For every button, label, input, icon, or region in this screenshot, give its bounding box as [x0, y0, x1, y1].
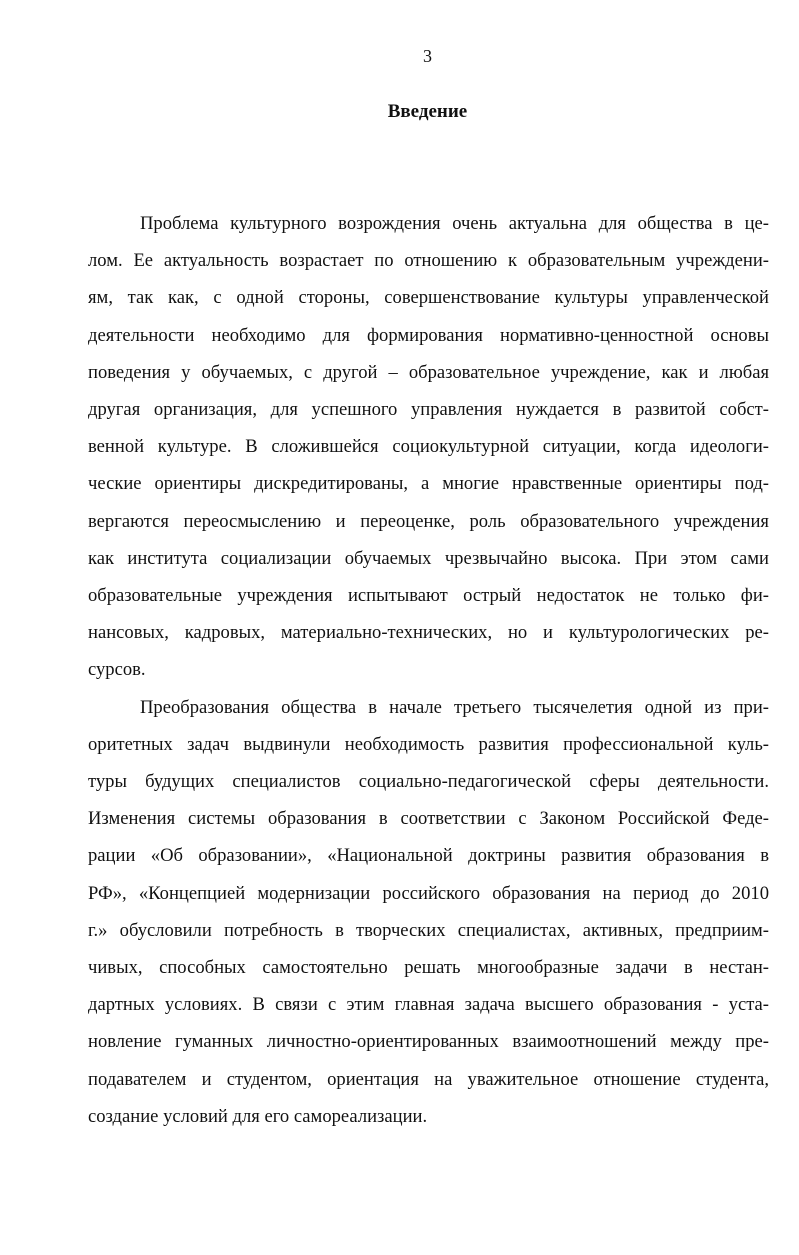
text-line: РФ», «Концепцией модернизации российского образования на период до 2010	[88, 882, 769, 904]
text-line: венной культуре. В сложившейся социокультурной ситуации, когда идеологи-	[88, 436, 769, 458]
body-text	[88, 205, 769, 1135]
text-line: Изменения системы образования в соответствии с Законом Российской Феде-	[88, 808, 769, 830]
text-line: как института социализации обучаемых чрезвычайно высока. При этом сами	[88, 547, 769, 569]
paragraph-2	[88, 689, 769, 1135]
text-line: лом. Ее актуальность возрастает по отношению к образовательным учреждени-	[88, 250, 769, 272]
text-line: дартных условиях. В связи с этим главная задача высшего образования - уста-	[88, 994, 769, 1016]
page-title: Введение	[387, 101, 468, 122]
text-line: новление гуманных личностно-ориентированных взаимоотношений между пре-	[88, 1031, 769, 1053]
text-line: Преобразования общества в начале третьего тысячелетия одной из при-	[140, 696, 769, 718]
text-line: рации «Об образовании», «Национальной доктрины развития образования в	[88, 845, 769, 867]
paragraph-1	[88, 205, 769, 689]
text-line: образовательные учреждения испытывают острый недостаток не только фи-	[88, 585, 769, 607]
text-line: поведения у обучаемых, с другой – образовательное учреждение, как и любая	[88, 361, 769, 383]
text-line: подавателем и студентом, ориентация на уважительное отношение студента,	[88, 1068, 769, 1090]
text-line: создание условий для его самореализации.	[88, 1105, 428, 1127]
text-line: г.» обусловили потребность в творческих специалистах, активных, предприим-	[88, 919, 769, 941]
text-line: Проблема культурного возрождения очень актуальна для общества в це-	[140, 213, 769, 234]
page-number: 3	[423, 46, 432, 66]
text-line: вергаются переосмыслению и переоценке, роль образовательного учреждения	[88, 510, 769, 532]
text-line: другая организация, для успешного управления нуждается в развитой собст-	[88, 399, 769, 421]
text-line: ям, так как, с одной стороны, совершенствование культуры управленческой	[88, 287, 769, 309]
text-line: сурсов.	[88, 659, 146, 681]
text-line: ческие ориентиры дискредитированы, а многие нравственные ориентиры под-	[88, 473, 769, 495]
text-line: чивых, способных самостоятельно решать многообразные задачи в нестан-	[88, 957, 769, 979]
text-line: деятельности необходимо для формирования нормативно-ценностной основы	[88, 324, 769, 346]
text-line: туры будущих специалистов социально-педагогической сферы деятельности.	[88, 771, 769, 793]
text-line: нансовых, кадровых, материально-технических, но и культурологических ре-	[88, 622, 769, 644]
text-line: оритетных задач выдвинули необходимость развития профессиональной куль-	[88, 733, 769, 755]
